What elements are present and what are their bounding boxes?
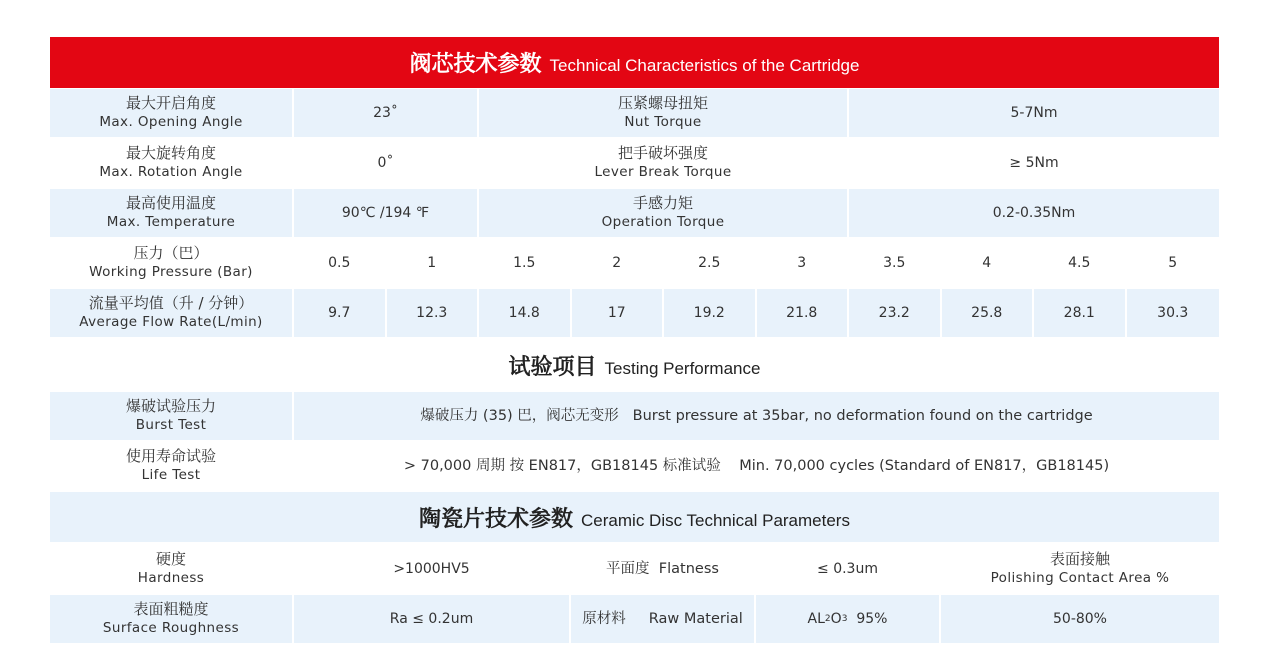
contact-area-value: 50-80%	[1053, 610, 1107, 627]
pressure-value: 3.5	[849, 238, 942, 288]
header-title-en: Technical Characteristics of the Cartridge	[549, 56, 860, 75]
material-label: 原材料 Raw Material	[571, 595, 756, 643]
header-title-cn: 阀芯技术参数	[409, 52, 542, 77]
flow-value: 21.8	[757, 289, 850, 337]
row-value: 0˚	[294, 138, 479, 188]
flow-row	[50, 289, 1219, 337]
row-label: 最大旋转角度 Max. Rotation Angle	[50, 138, 294, 188]
burst-test-value: 爆破压力 (35) 巴，阀芯无变形 Burst pressure at 35bar, no deformation found on the cartridge	[420, 407, 1093, 424]
roughness-value: Ra ≤ 0.2um	[294, 595, 571, 643]
flow-value: 14.8	[479, 289, 572, 337]
pressure-value: 4.5	[1034, 238, 1127, 288]
pressure-value: 2.5	[664, 238, 757, 288]
header-bar	[50, 37, 1219, 88]
pressure-value: 1	[387, 238, 480, 288]
row-label: 使用寿命试验 Life Test	[50, 441, 294, 491]
material-value: AL 2 O 3 95%	[756, 595, 941, 643]
row-value: 90℃ /194 ℉	[294, 189, 479, 237]
testing-title: 试验项目 Testing Performance	[50, 339, 1219, 391]
flow-value: 9.7	[294, 289, 387, 337]
pressure-value: 2	[572, 238, 665, 288]
table-row	[50, 595, 1219, 643]
row-label: 表面粗糙度 Surface Roughness	[50, 595, 294, 643]
table-row	[50, 544, 1219, 594]
row-value-2: 5-7Nm	[1010, 104, 1058, 121]
flow-value: 30.3	[1157, 304, 1189, 321]
row-value-2: ≥ 5Nm	[1009, 154, 1059, 171]
row-label-2: 手感力矩 Operation Torque	[479, 189, 849, 237]
pressure-value: 5	[1168, 254, 1178, 271]
row-label-2: 把手破坏强度 Lever Break Torque	[479, 138, 849, 188]
table-row	[50, 189, 1219, 237]
pressure-value: 3	[757, 238, 850, 288]
flatness-label: 平面度 Flatness	[571, 544, 756, 594]
contact-area-label: 表面接触 Polishing Contact Area %	[990, 550, 1170, 586]
flatness-value: ≤ 0.3um	[756, 544, 941, 594]
row-label: 爆破试验压力 Burst Test	[50, 392, 294, 440]
hardness-value: >1000HV5	[294, 544, 571, 594]
row-label: 硬度 Hardness	[50, 544, 294, 594]
life-test-value: > 70,000 周期 按 EN817，GB18145 标准试验 Min. 70,000 cycles (Standard of EN817，GB18145)	[403, 457, 1110, 474]
flow-value: 12.3	[387, 289, 480, 337]
table-row	[50, 392, 1219, 440]
flow-value: 28.1	[1034, 289, 1127, 337]
flow-value: 17	[572, 289, 665, 337]
pressure-value: 0.5	[294, 238, 387, 288]
flow-value: 19.2	[664, 289, 757, 337]
row-label: 流量平均值（升 / 分钟） Average Flow Rate(L/min)	[50, 289, 294, 337]
flow-value: 25.8	[942, 289, 1035, 337]
ceramic-title: 陶瓷片技术参数 Ceramic Disc Technical Parameters	[50, 492, 1219, 542]
row-value-2: 0.2-0.35Nm	[992, 204, 1076, 221]
pressure-row	[50, 238, 1219, 288]
table-row	[50, 89, 1219, 137]
row-label: 压力（巴） Working Pressure (Bar)	[50, 238, 294, 288]
row-value: 23˚	[294, 89, 479, 137]
pressure-value: 1.5	[479, 238, 572, 288]
row-label-2: 压紧螺母扭矩 Nut Torque	[479, 89, 849, 137]
flow-value: 23.2	[849, 289, 942, 337]
table-row	[50, 138, 1219, 188]
pressure-value: 4	[942, 238, 1035, 288]
row-label: 最高使用温度 Max. Temperature	[50, 189, 294, 237]
table-row	[50, 441, 1219, 491]
row-label: 最大开启角度 Max. Opening Angle	[50, 89, 294, 137]
